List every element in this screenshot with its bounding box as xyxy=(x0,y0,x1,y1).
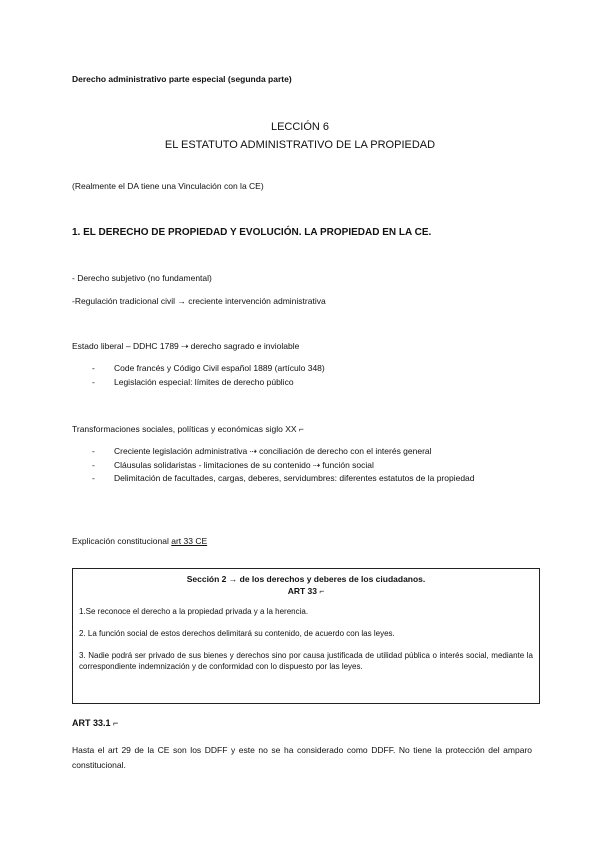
list-item: - Creciente legislación administrativa ⇢ conciliación de derecho con el interés general xyxy=(92,445,528,459)
transformaciones-heading: Transformaciones sociales, políticas y económicas siglo XX ⌐ xyxy=(72,424,304,434)
art-33-1-title: ART 33.1 ⌐ xyxy=(72,718,119,728)
section-1-title: 1. EL DERECHO DE PROPIEDAD Y EVOLUCIÓN. LA PROPIEDAD EN LA CE. xyxy=(72,227,432,238)
explicacion-line xyxy=(72,536,207,546)
list-item: - Delimitación de facultades, cargas, deberes, servidumbres: diferentes estatutos de la propiedad xyxy=(92,472,528,486)
art-33-link[interactable]: art 33 CE xyxy=(171,536,208,546)
transformaciones-list xyxy=(92,445,528,486)
lesson-title: EL ESTATUTO ADMINISTRATIVO DE LA PROPIEDAD xyxy=(164,139,436,151)
box-paragraph-3: 3. Nadie podrá ser privado de sus bienes y derechos sino por causa justificada de utilidad pública o interés social, mediante la correspondiente indemnización y de conformidad con lo dispuesto por las leyes. xyxy=(79,651,533,671)
document-header: Derecho administrativo parte especial (segunda parte) xyxy=(72,74,292,84)
explicacion-text: Explicación constitucional xyxy=(72,536,172,546)
art-33-1-text: Hasta el art 29 de la CE son los DDFF y este no se ha considerado como DDFF. No tiene la protección del amparo constitucional. xyxy=(72,745,532,770)
intro-line-2: -Regulación tradicional civil → creciente intervención administrativa xyxy=(72,296,326,306)
lesson-number: LECCIÓN 6 xyxy=(270,121,330,133)
box-title: Sección 2 → de los derechos y deberes de los ciudadanos. xyxy=(186,574,426,584)
box-paragraph-2: 2. La función social de estos derechos delimitará su contenido, de acuerdo con las leyes. xyxy=(79,629,395,638)
list-item: - Legislación especial: límites de derecho público xyxy=(92,376,528,390)
intro-line-1: - Derecho subjetivo (no fundamental) xyxy=(72,273,212,283)
estado-liberal-heading: Estado liberal – DDHC 1789 ⇢ derecho sagrado e inviolable xyxy=(72,341,300,351)
list-item: - Code francés y Código Civil español 1889 (artículo 348) xyxy=(92,362,528,376)
box-subtitle: ART 33 ⌐ xyxy=(287,586,325,596)
constitution-box xyxy=(72,568,540,704)
box-paragraph-1: 1.Se reconoce el derecho a la propiedad privada y a la herencia. xyxy=(79,607,309,616)
note-text: (Realmente el DA tiene una Vinculación con la CE) xyxy=(72,181,264,191)
list-item: - Cláusulas solidaristas - limitaciones de su contenido ⇢ función social xyxy=(92,459,528,473)
estado-liberal-list xyxy=(92,362,528,389)
